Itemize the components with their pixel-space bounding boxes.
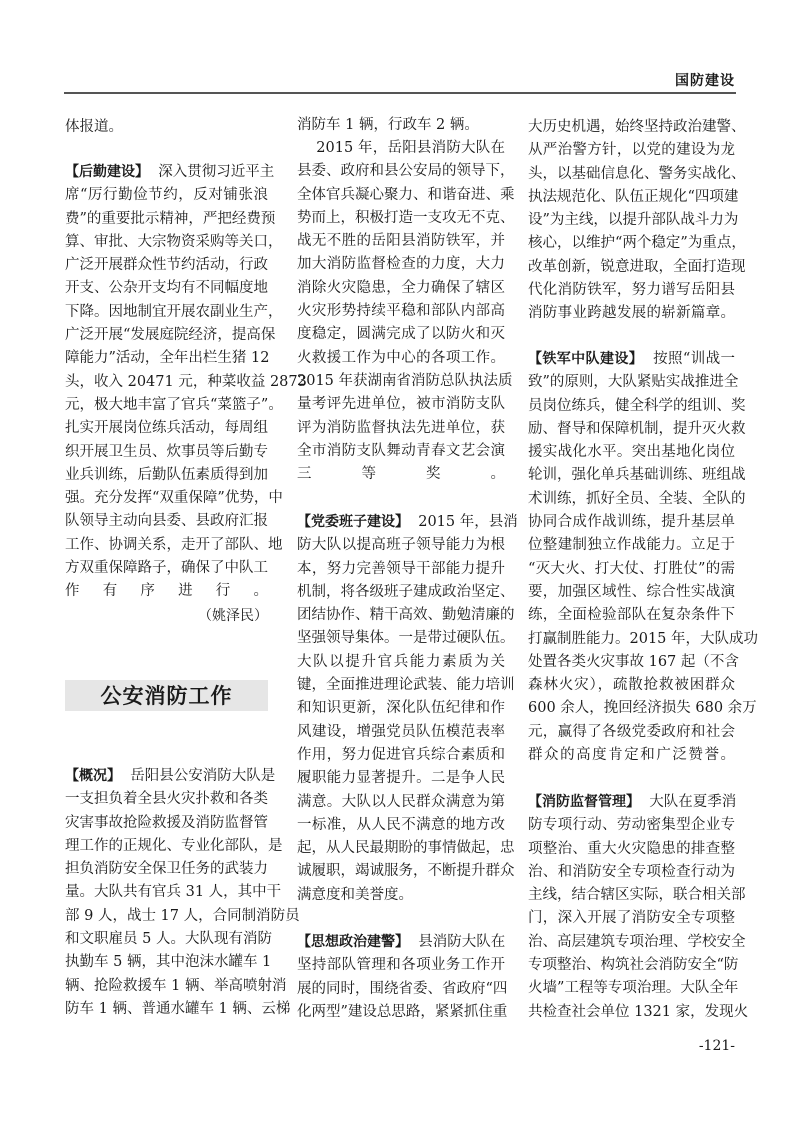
text-line xyxy=(65,975,287,998)
paragraph xyxy=(297,137,515,486)
text-line xyxy=(65,417,268,440)
line-text: 2015 年，岳阳县消防大队在 xyxy=(297,140,505,156)
text-line xyxy=(297,511,518,534)
text-line xyxy=(65,905,300,928)
text-line xyxy=(528,907,735,930)
text-line xyxy=(297,791,505,814)
text-line xyxy=(528,256,746,279)
text-line xyxy=(297,347,505,370)
text-line xyxy=(528,116,746,139)
paragraph-heading: 【后勤建设】 xyxy=(65,164,149,180)
line-text: 代化消防铁军，努力谱写岳阳县 xyxy=(528,282,735,299)
text-line xyxy=(297,954,505,977)
text-line xyxy=(528,488,746,511)
text-line xyxy=(297,674,515,697)
paragraph-heading: 【党委班子建设】 xyxy=(297,514,409,530)
text-line xyxy=(528,395,746,418)
paragraph-heading: 【消防监督管理】 xyxy=(528,794,640,810)
line-text: 织开展卫生员、炊事员等后勤专 xyxy=(65,443,268,460)
text-line xyxy=(65,371,307,394)
line-text: 门，深入开展了消防安全专项整 xyxy=(528,910,735,927)
text-line xyxy=(65,788,268,811)
text-line xyxy=(65,510,268,533)
line-text: 化两型”建设总思路，紧紧抓住重 xyxy=(297,1003,508,1020)
text-line xyxy=(297,230,505,253)
line-text: 量考评先进单位，被市消防支队 xyxy=(297,396,505,413)
text-line xyxy=(297,978,508,1001)
line-text: 算、审批、大宗物资采购等关口， xyxy=(65,233,283,250)
text-line xyxy=(65,951,272,974)
line-text: 治、和消防安全专项检查行动为 xyxy=(528,863,735,880)
text-line xyxy=(65,881,282,904)
text-line xyxy=(528,464,746,487)
line-text: 打赢制胜能力。2015 年，大队成功 xyxy=(528,630,759,647)
text-line xyxy=(65,347,268,370)
line-text: 作用，努力促进官兵综合素质和 xyxy=(297,746,505,763)
line-text: 和文职雇员 5 人。大队现有消防 xyxy=(65,931,272,948)
line-text: 业兵训练，后勤队伍素质得到加 xyxy=(65,466,268,483)
text-line xyxy=(65,394,283,417)
line-text: 量。大队共有官兵 31 人，其中干 xyxy=(65,884,282,901)
text-line xyxy=(528,744,735,767)
text-line xyxy=(297,814,505,837)
text-line xyxy=(528,628,759,651)
page-number: -121- xyxy=(698,1038,735,1054)
line-text: 工作、协调关系，走开了部队、地 xyxy=(65,536,283,553)
line-text: 治、高层建筑专项治理、学校安全 xyxy=(528,933,746,950)
line-text: 部 9 人，战士 17 人，合同制消防员 xyxy=(65,907,300,924)
line-text: 群众的高度肯定和广泛赞誉。 xyxy=(528,747,735,764)
text-line xyxy=(65,441,268,464)
text-line xyxy=(528,279,735,302)
line-text: 600 余人，挽回经济损失 680 余万 xyxy=(528,700,757,717)
text-line xyxy=(297,300,505,323)
line-text: 理工作的正规化、专业化部队，是 xyxy=(65,837,283,854)
text-line xyxy=(65,301,283,324)
text-line xyxy=(528,348,735,371)
text-line xyxy=(65,928,272,951)
text-line xyxy=(297,860,515,883)
line-text: 主线，结合辖区实际，联合相关部 xyxy=(528,887,746,904)
line-text: 坚持部队管理和各项业务工作开 xyxy=(297,957,505,974)
line-text: 障能力”活动，全年出栏生猪 12 xyxy=(65,350,270,367)
line-text: 按照“训战一 xyxy=(643,351,735,367)
text-line xyxy=(297,137,505,160)
line-text: 元，极大地丰富了官兵“菜篮子”。 xyxy=(65,396,283,413)
line-text: 练，全面检验部队在复杂条件下 xyxy=(528,607,735,624)
text-line xyxy=(528,931,746,954)
text-line xyxy=(528,861,735,884)
line-text: 诚履职，竭诚服务，不断提升群众 xyxy=(297,863,515,880)
text-line xyxy=(65,161,275,184)
paragraph xyxy=(528,348,759,767)
line-text: 大队在夏季消 xyxy=(640,794,737,810)
line-text: 方双重保障路子，确保了中队工 xyxy=(65,560,268,577)
line-text: 满意度和美誉度。 xyxy=(297,886,413,903)
text-line xyxy=(528,721,735,744)
text-line xyxy=(297,207,515,230)
line-text: 和知识更新，深化队伍纪律和作 xyxy=(297,700,505,717)
text-line xyxy=(297,463,505,486)
text-line xyxy=(65,116,268,139)
line-text: 开支、公杂开支均有不同幅度地 xyxy=(65,280,268,297)
line-text: 加大消防监督检查的力度，大力 xyxy=(297,256,505,273)
line-text: 队领导主动向县委、县政府汇报 xyxy=(65,513,268,530)
line-text: 要，加强区域性、综合性实战演 xyxy=(528,583,735,600)
text-line xyxy=(528,814,735,837)
text-line xyxy=(297,277,505,300)
text-line xyxy=(528,581,735,604)
text-line xyxy=(528,558,735,581)
text-line xyxy=(65,998,291,1021)
line-text: 全体官兵凝心聚力、和谐奋进、乘 xyxy=(297,186,515,203)
text-line xyxy=(65,231,283,254)
line-text: 消除火灾隐患，全力确保了辖区 xyxy=(297,279,505,296)
text-line xyxy=(65,464,268,487)
text-line xyxy=(297,184,515,207)
text-line xyxy=(297,114,505,137)
text-line xyxy=(297,370,513,393)
paragraph xyxy=(528,116,746,326)
line-text: 本，努力完善领导干部能力提升 xyxy=(297,560,505,577)
paragraph xyxy=(297,931,508,1024)
text-line xyxy=(528,139,735,162)
text-line xyxy=(65,277,268,300)
text-line xyxy=(528,674,735,697)
text-line xyxy=(528,302,735,325)
text-line xyxy=(65,812,268,835)
text-line xyxy=(297,884,505,907)
text-line xyxy=(297,1001,508,1024)
line-text: 援实战化水平。突出基地化岗位 xyxy=(528,444,735,461)
line-text: 评为消防监督执法先进单位，获 xyxy=(297,419,505,436)
line-text: 起，从人民最期盼的事情做起，忠 xyxy=(297,840,515,857)
line-text: 元，赢得了各级党委政府和社会 xyxy=(528,723,735,740)
line-text: 火灾形势持续平稳和部队内部高 xyxy=(297,303,505,320)
line-text: 作有序进行。 xyxy=(65,583,268,600)
text-line xyxy=(65,580,268,603)
text-line xyxy=(297,651,505,674)
line-text: 团结协作、精干高效、勤勉清廉的 xyxy=(297,607,515,624)
line-text: 一支担负着全县火灾扑救和各类 xyxy=(65,791,268,808)
line-text: 县消防大队在 xyxy=(409,934,506,950)
line-text: 森林火灾），疏散抢救被困群众 xyxy=(528,677,735,694)
text-line xyxy=(297,744,505,767)
text-line xyxy=(297,627,515,650)
paragraph xyxy=(65,161,307,604)
line-text: 消防事业跨越发展的崭新篇章。 xyxy=(528,305,735,322)
text-line xyxy=(297,837,515,860)
line-text: 2015 年，县消 xyxy=(409,514,518,530)
text-line xyxy=(528,697,757,720)
text-line xyxy=(65,765,276,788)
line-text: 处置各类火灾事故 167 起（不含 xyxy=(528,653,739,670)
line-text: 展的同时，围绕省委、省政府“四 xyxy=(297,980,508,997)
paragraph xyxy=(65,765,300,1021)
text-line xyxy=(528,1001,749,1024)
paragraph xyxy=(297,511,518,907)
line-text: 防车 1 辆、普通水罐车 1 辆、云梯 xyxy=(65,1000,291,1017)
author-signature: （姚泽民） xyxy=(198,608,268,624)
line-text: 辆、抢险救援车 1 辆、举高喷射消 xyxy=(65,977,287,994)
text-line xyxy=(297,721,505,744)
paragraph-heading: 【思想政治建警】 xyxy=(297,934,409,950)
line-text: 广泛开展群众性节约活动，行政 xyxy=(65,257,268,274)
text-line xyxy=(65,487,283,510)
text-line xyxy=(297,417,505,440)
text-line xyxy=(528,371,739,394)
line-text: 消防车 1 辆，行政车 2 辆。 xyxy=(297,117,479,133)
text-line xyxy=(528,418,746,441)
text-line xyxy=(65,557,268,580)
text-line xyxy=(297,581,515,604)
line-text: 体报道。 xyxy=(65,119,123,135)
text-line xyxy=(65,254,268,277)
line-text: 协同合成作战训练，提升基层单 xyxy=(528,514,735,531)
line-text: 项整治、重大火灾隐患的排查整 xyxy=(528,840,735,857)
running-head: 国防建设 xyxy=(675,73,735,89)
line-text: 大队以提升官兵能力素质为关 xyxy=(297,653,505,670)
line-text: 坚强领导集体。一是带过硬队伍。 xyxy=(297,630,515,647)
text-line xyxy=(297,440,505,463)
section-title: 公安消防工作 xyxy=(65,680,268,711)
line-text: 头，以基础信息化、警务实战化、 xyxy=(528,165,746,182)
text-line xyxy=(528,604,735,627)
text-line xyxy=(65,184,268,207)
line-text: 满意。大队以人民群众满意为第 xyxy=(297,793,505,810)
text-line xyxy=(528,651,739,674)
line-text: 火墙”工程等专项治理。大队全年 xyxy=(528,980,739,997)
line-text: 灾害事故抢险救援及消防监督管 xyxy=(65,814,268,831)
paragraph-heading: 【概况】 xyxy=(65,768,121,784)
line-text: 从严治警方针，以党的建设为龙 xyxy=(528,142,735,159)
paragraph xyxy=(528,791,749,1024)
line-text: 强。充分发挥“双重保障”优势，中 xyxy=(65,490,283,507)
text-line xyxy=(528,884,746,907)
text-line xyxy=(528,534,735,557)
line-text: 机制，将各级班子建成政治坚定、 xyxy=(297,583,515,600)
text-line xyxy=(297,931,505,954)
line-text: “灭大火、打大仗、打胜仗”的需 xyxy=(528,560,735,577)
line-text: 费”的重要批示精神，严把经费预 xyxy=(65,210,276,227)
line-text: 致”的原则，大队紧贴实战推进全 xyxy=(528,374,739,391)
line-text: 防大队以提高班子领导能力为根 xyxy=(297,537,505,554)
line-text: 岳阳县公安消防大队是 xyxy=(121,768,276,784)
line-text: 头，收入 20471 元，种菜收益 2873 xyxy=(65,373,307,390)
paragraph xyxy=(297,114,505,137)
line-text: 战无不胜的岳阳县消防铁军，并 xyxy=(297,233,505,250)
line-text: 核心，以维护“两个稳定”为重点， xyxy=(528,235,746,252)
paragraph-heading: 【铁军中队建设】 xyxy=(528,351,644,367)
line-text: 度稳定，圆满完成了以防火和灭 xyxy=(297,326,505,343)
line-text: 执勤车 5 辆，其中泡沫水罐车 1 xyxy=(65,954,272,971)
text-line xyxy=(528,163,746,186)
line-text: 设”为主线，以提升部队战斗力为 xyxy=(528,212,739,229)
text-line xyxy=(297,393,505,416)
text-line xyxy=(297,323,505,346)
line-text: 员岗位练兵，健全科学的组训、奖 xyxy=(528,397,746,414)
line-text: 键，全面推进理论武装、能力培训 xyxy=(297,677,515,694)
header-rule xyxy=(64,92,736,94)
line-text: 全市消防支队舞动青春文艺会演 xyxy=(297,442,505,459)
text-line xyxy=(297,558,505,581)
text-line xyxy=(65,835,283,858)
text-line xyxy=(528,441,735,464)
line-text: 扎实开展岗位练兵活动，每周组 xyxy=(65,420,268,437)
line-text: 风建设，增强党员队伍模范表率 xyxy=(297,723,505,740)
text-line xyxy=(528,209,739,232)
line-text: 励、督导和保障机制，提升灭火救 xyxy=(528,420,746,437)
line-text: 一标准，从人民不满意的地方改 xyxy=(297,816,505,833)
text-line xyxy=(528,838,735,861)
line-text: 履职能力显著提升。二是争人民 xyxy=(297,770,505,787)
line-text: 火救援工作为中心的各项工作。 xyxy=(297,349,505,366)
line-text: 深入贯彻习近平主 xyxy=(149,164,275,180)
line-text: 改革创新，锐意进取，全面打造现 xyxy=(528,258,746,275)
text-line xyxy=(297,604,515,627)
line-text: 县委、政府和县公安局的领导下， xyxy=(297,163,515,180)
text-line xyxy=(65,208,276,231)
text-line xyxy=(65,534,283,557)
line-text: 三等奖。 xyxy=(297,466,505,483)
line-text: 防专项行动、劳动密集型企业专 xyxy=(528,817,735,834)
line-text: 位整建制独立作战能力。立足于 xyxy=(528,537,735,554)
text-line xyxy=(528,977,739,1000)
text-line xyxy=(297,160,515,183)
line-text: 执法规范化、队伍正规化“四项建 xyxy=(528,188,739,205)
line-text: 席“厉行勤俭节约，反对铺张浪 xyxy=(65,187,268,204)
line-text: 广泛开展“发展庭院经济，提高保 xyxy=(65,327,276,344)
line-text: 势而上，积极打造一支攻无不克、 xyxy=(297,209,515,226)
text-line xyxy=(297,697,505,720)
text-line xyxy=(65,858,268,881)
text-line xyxy=(528,791,735,814)
line-text: 担负消防安全保卫任务的武装力 xyxy=(65,861,268,878)
text-line xyxy=(297,534,505,557)
line-text: 共检查社会单位 1321 家，发现火 xyxy=(528,1003,749,1020)
line-text: 轮训，强化单兵基础训练、班组战 xyxy=(528,467,746,484)
line-text: 术训练，抓好全员、全装、全队的 xyxy=(528,490,746,507)
text-line xyxy=(528,232,746,255)
line-text: 2015 年获湖南省消防总队执法质 xyxy=(297,372,513,389)
line-text: 专项整治、构筑社会消防安全“防 xyxy=(528,957,739,974)
text-line xyxy=(65,324,276,347)
line-text: 大历史机遇，始终坚持政治建警、 xyxy=(528,119,746,135)
line-text: 下降。因地制宜开展农副业生产， xyxy=(65,303,283,320)
text-line xyxy=(297,767,505,790)
text-line xyxy=(528,511,735,534)
text-line xyxy=(297,253,505,276)
text-line xyxy=(528,954,739,977)
paragraph xyxy=(65,116,268,139)
text-line xyxy=(528,186,739,209)
